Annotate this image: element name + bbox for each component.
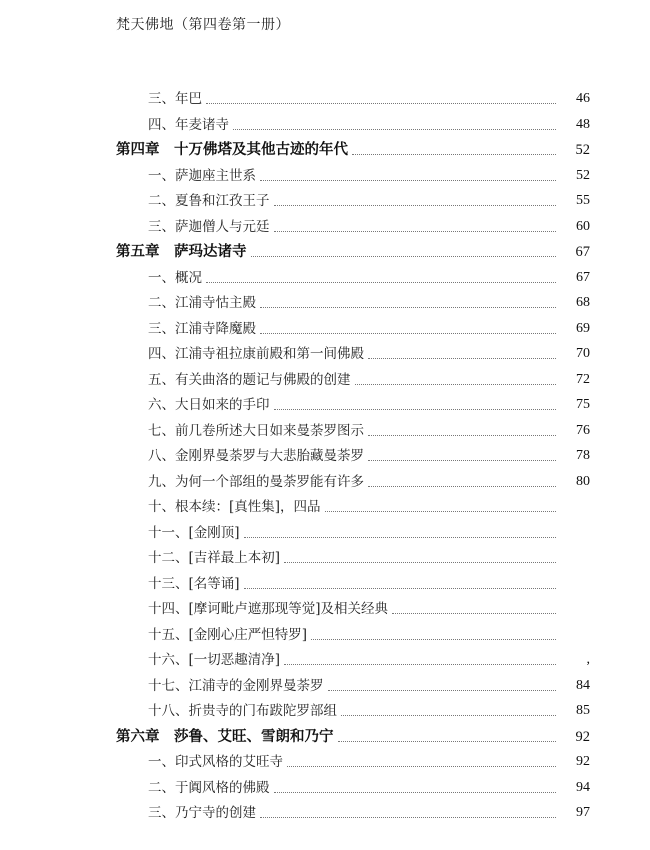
toc-entry <box>0 745 650 771</box>
section-title: 十四、[摩诃毗卢遮那现等觉]及相关经典 <box>148 601 389 617</box>
section-title: 四、江浦寺祖拉康前殿和第一间佛殿 <box>148 346 364 362</box>
chapter-title: 第五章 萨玛达诸寺 <box>116 244 247 260</box>
dot-leader <box>284 561 556 563</box>
section-title: 一、概况 <box>148 269 202 286</box>
toc-entry <box>0 669 650 695</box>
toc-entry <box>0 796 650 822</box>
page-number: 67 <box>576 269 590 285</box>
dot-leader <box>368 357 556 359</box>
dot-leader <box>251 255 557 257</box>
page-number: 48 <box>576 116 590 132</box>
dot-leader <box>368 485 556 487</box>
dot-leader <box>368 459 556 461</box>
page-number: 72 <box>576 371 590 387</box>
dot-leader <box>338 740 557 742</box>
section-title: 十二、[吉祥最上本初] <box>148 550 281 566</box>
toc-entry <box>0 643 650 669</box>
page-number: 55 <box>576 193 590 208</box>
section-title: 三、萨迦僧人与元廷 <box>148 218 270 235</box>
section-title: 九、为何一个部组的曼荼罗能有许多 <box>148 473 364 490</box>
dot-leader <box>341 714 556 716</box>
toc-entry <box>0 108 650 134</box>
dot-leader <box>368 434 556 436</box>
toc-chapter-entry <box>0 133 650 159</box>
dot-leader <box>244 587 556 589</box>
running-header: 梵天佛地（第四卷第一册） <box>116 17 290 33</box>
page-number: 46 <box>576 91 590 106</box>
dot-leader <box>274 408 557 410</box>
section-title: 一、印式风格的艾旺寺 <box>148 754 283 770</box>
toc-entry <box>0 439 650 465</box>
dot-leader <box>206 102 556 104</box>
chapter-title: 第四章 十万佛塔及其他古迹的年代 <box>116 142 348 158</box>
page-number: , <box>586 652 590 667</box>
section-title: 十一、[金刚顶] <box>148 524 240 541</box>
toc-entry <box>0 210 650 236</box>
dot-leader <box>325 510 556 512</box>
toc-entry <box>0 414 650 440</box>
dot-leader <box>260 179 556 181</box>
page-number: 76 <box>576 422 590 438</box>
dot-leader <box>287 765 556 767</box>
dot-leader <box>284 663 556 665</box>
toc-entry <box>0 567 650 593</box>
page-number: 68 <box>576 295 590 310</box>
dot-leader <box>260 332 556 334</box>
section-title: 二、夏鲁和江孜王子 <box>148 193 270 209</box>
dot-leader <box>244 536 556 538</box>
dot-leader <box>260 816 556 818</box>
section-title: 十、根本续：[真性集]，四品 <box>148 499 321 515</box>
section-title: 十七、江浦寺的金刚界曼荼罗 <box>148 677 324 694</box>
toc-entry <box>0 465 650 491</box>
dot-leader <box>206 281 556 283</box>
section-title: 六、大日如来的手印 <box>148 397 270 413</box>
dot-leader <box>274 204 557 206</box>
toc-entry <box>0 159 650 185</box>
page-number: 70 <box>576 346 590 361</box>
page-number: 84 <box>576 677 590 693</box>
toc-entry <box>0 388 650 414</box>
section-title: 五、有关曲洛的题记与佛殿的创建 <box>148 371 351 388</box>
dot-leader <box>233 128 556 130</box>
section-title: 七、前几卷所述大日如来曼荼罗图示 <box>148 422 364 439</box>
dot-leader <box>260 306 556 308</box>
toc-entry <box>0 618 650 644</box>
toc-entry <box>0 771 650 797</box>
page-number: 67 <box>575 244 590 260</box>
toc-chapter-entry <box>0 235 650 261</box>
section-title: 三、年巴 <box>148 91 202 107</box>
dot-leader <box>274 791 557 793</box>
dot-leader <box>274 230 557 232</box>
page-number: 78 <box>576 448 590 463</box>
toc-entry <box>0 541 650 567</box>
toc-entry <box>0 184 650 210</box>
toc-entry <box>0 261 650 287</box>
dot-leader <box>352 153 556 155</box>
toc-entry <box>0 312 650 338</box>
page-number: 85 <box>576 703 590 718</box>
chapter-title: 第六章 莎鲁、艾旺、雪朗和乃宁 <box>116 728 334 745</box>
page-number: 92 <box>575 728 590 745</box>
toc-entry <box>0 592 650 618</box>
section-title: 十八、折贵寺的门布跋陀罗部组 <box>148 703 337 719</box>
dot-leader <box>392 612 556 614</box>
toc-entry <box>0 694 650 720</box>
page-number: 92 <box>576 754 590 769</box>
section-title: 一、萨迦座主世系 <box>148 167 256 184</box>
page-number: 69 <box>576 320 590 336</box>
toc-entry <box>0 490 650 516</box>
page-number: 80 <box>576 473 590 489</box>
dot-leader <box>328 689 557 691</box>
toc-entry <box>0 516 650 542</box>
toc-entry <box>0 286 650 312</box>
section-title: 三、江浦寺降魔殿 <box>148 320 256 337</box>
section-title: 四、年麦诸寺 <box>148 116 229 133</box>
section-title: 二、于阗风格的佛殿 <box>148 779 270 796</box>
section-title: 十三、[名等诵] <box>148 575 240 592</box>
page-number: 75 <box>576 397 590 412</box>
page-number: 97 <box>576 805 590 820</box>
page-number: 94 <box>576 779 590 795</box>
page-number: 60 <box>576 218 590 234</box>
section-title: 二、江浦寺怙主殿 <box>148 295 256 311</box>
toc-entry <box>0 337 650 363</box>
page-number: 52 <box>576 167 590 183</box>
section-title: 十六、[一切恶趣清净] <box>148 652 281 668</box>
section-title: 三、乃宁寺的创建 <box>148 805 256 821</box>
toc-entry <box>0 363 650 389</box>
section-title: 十五、[金刚心庄严怛特罗] <box>148 626 308 643</box>
page-number: 52 <box>575 142 590 158</box>
toc-chapter-entry <box>0 720 650 746</box>
toc-entry <box>0 82 650 108</box>
dot-leader <box>311 638 556 640</box>
dot-leader <box>355 383 557 385</box>
section-title: 八、金刚界曼荼罗与大悲胎藏曼荼罗 <box>148 448 364 464</box>
